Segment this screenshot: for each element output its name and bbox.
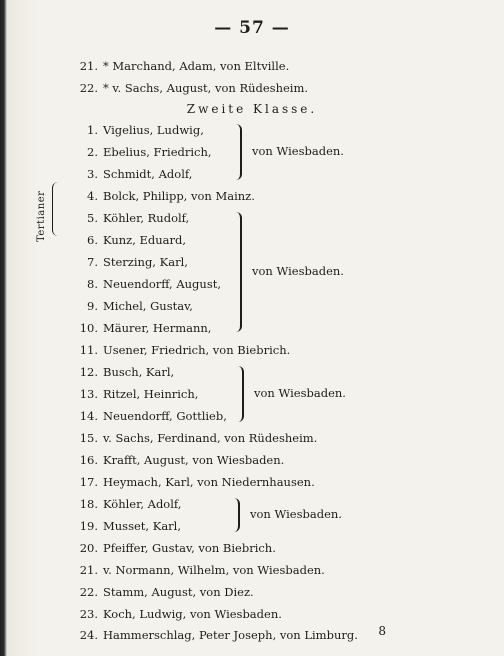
entry-number: 2. <box>87 145 98 159</box>
list-item <box>78 166 192 182</box>
entry-number: 10. <box>79 321 98 335</box>
list-item <box>78 627 358 643</box>
entry-text: Ebelius, Friedrich, <box>103 145 212 159</box>
entry-number: 14. <box>79 409 98 423</box>
entry-text: Michel, Gustav, <box>103 299 193 313</box>
list-item <box>78 254 188 270</box>
place-label: von Wiesbaden. <box>252 144 344 158</box>
entry-text: Köhler, Adolf, <box>103 497 182 511</box>
list-item <box>78 452 284 468</box>
group-brace <box>234 124 242 180</box>
entry-text: Krafft, August, von Wiesbaden. <box>103 453 285 467</box>
list-item <box>78 320 211 336</box>
entry-text: Usener, Friedrich, von Biebrich. <box>103 343 291 357</box>
entry-text: v. Normann, Wilhelm, von Wiesbaden. <box>103 563 325 577</box>
entry-text: Köhler, Rudolf, <box>103 211 190 225</box>
section-heading: Zweite Klasse. <box>186 102 318 116</box>
entry-number: 8. <box>87 277 98 291</box>
place-label: von Wiesbaden. <box>250 507 342 521</box>
list-item <box>78 408 227 424</box>
entry-number: 22. <box>79 81 98 95</box>
side-brace <box>52 182 58 236</box>
entry-text: Koch, Ludwig, von Wiesbaden. <box>103 607 282 621</box>
entry-number: 17. <box>79 475 98 489</box>
entry-number: 18. <box>79 497 98 511</box>
list-item <box>78 298 193 314</box>
entry-number: 3. <box>87 167 98 181</box>
list-item <box>78 342 290 358</box>
sheet-signature: 8 <box>378 624 386 638</box>
entry-number: 22. <box>79 585 98 599</box>
entry-number: 16. <box>79 453 98 467</box>
list-item <box>78 232 186 248</box>
list-item <box>78 58 289 74</box>
entry-text: Ritzel, Heinrich, <box>103 387 199 401</box>
entry-text: Musset, Karl, <box>103 519 182 533</box>
group-brace <box>232 498 240 532</box>
list-item <box>78 364 174 380</box>
entry-number: 24. <box>79 628 98 642</box>
entry-text: Neuendorff, Gottlieb, <box>103 409 227 423</box>
entry-text: * Marchand, Adam, von Eltville. <box>103 59 290 73</box>
entry-number: 1. <box>87 123 98 137</box>
entry-number: 9. <box>87 299 98 313</box>
entry-number: 6. <box>87 233 98 247</box>
entry-text: Heymach, Karl, von Niedernhausen. <box>103 475 315 489</box>
entry-text: Bolck, Philipp, von Mainz. <box>103 189 255 203</box>
group-brace <box>236 366 244 422</box>
list-item <box>78 276 221 292</box>
entry-number: 11. <box>79 343 98 357</box>
place-label: von Wiesbaden. <box>254 386 346 400</box>
list-item <box>78 386 198 402</box>
entry-text: Sterzing, Karl, <box>103 255 188 269</box>
entry-text: Mäurer, Hermann, <box>103 321 212 335</box>
list-item <box>78 584 254 600</box>
list-item <box>78 474 315 490</box>
entry-text: Hammerschlag, Peter Joseph, von Limburg. <box>103 628 358 642</box>
entry-text: v. Sachs, Ferdinand, von Rüdesheim. <box>103 431 318 445</box>
entry-number: 7. <box>87 255 98 269</box>
entry-number: 19. <box>79 519 98 533</box>
entry-number: 4. <box>87 189 98 203</box>
place-label: von Wiesbaden. <box>252 264 344 278</box>
page-number: — 57 — <box>214 18 290 38</box>
entry-text: Schmidt, Adolf, <box>103 167 193 181</box>
list-item <box>78 210 189 226</box>
list-item <box>78 430 317 446</box>
list-item <box>78 518 181 534</box>
entry-text: Stamm, August, von Diez. <box>103 585 254 599</box>
entry-text: Pfeiffer, Gustav, von Biebrich. <box>103 541 276 555</box>
entry-number: 21. <box>79 59 98 73</box>
entry-number: 15. <box>79 431 98 445</box>
entry-number: 5. <box>87 211 98 225</box>
list-item <box>78 540 276 556</box>
entry-number: 13. <box>79 387 98 401</box>
entry-text: Neuendorff, August, <box>103 277 221 291</box>
entry-text: * v. Sachs, August, von Rüdesheim. <box>103 81 309 95</box>
side-label: Tertianer <box>36 190 47 242</box>
list-item <box>78 188 255 204</box>
entry-text: Busch, Karl, <box>103 365 175 379</box>
list-item <box>78 144 212 160</box>
entry-number: 12. <box>79 365 98 379</box>
list-item <box>78 606 282 622</box>
list-item <box>78 122 204 138</box>
entry-number: 20. <box>79 541 98 555</box>
list-item <box>78 562 325 578</box>
entry-number: 23. <box>79 607 98 621</box>
entry-number: 21. <box>79 563 98 577</box>
list-item <box>78 80 308 96</box>
entry-text: Kunz, Eduard, <box>103 233 187 247</box>
entry-text: Vigelius, Ludwig, <box>103 123 204 137</box>
list-item <box>78 496 181 512</box>
group-brace <box>234 212 242 332</box>
